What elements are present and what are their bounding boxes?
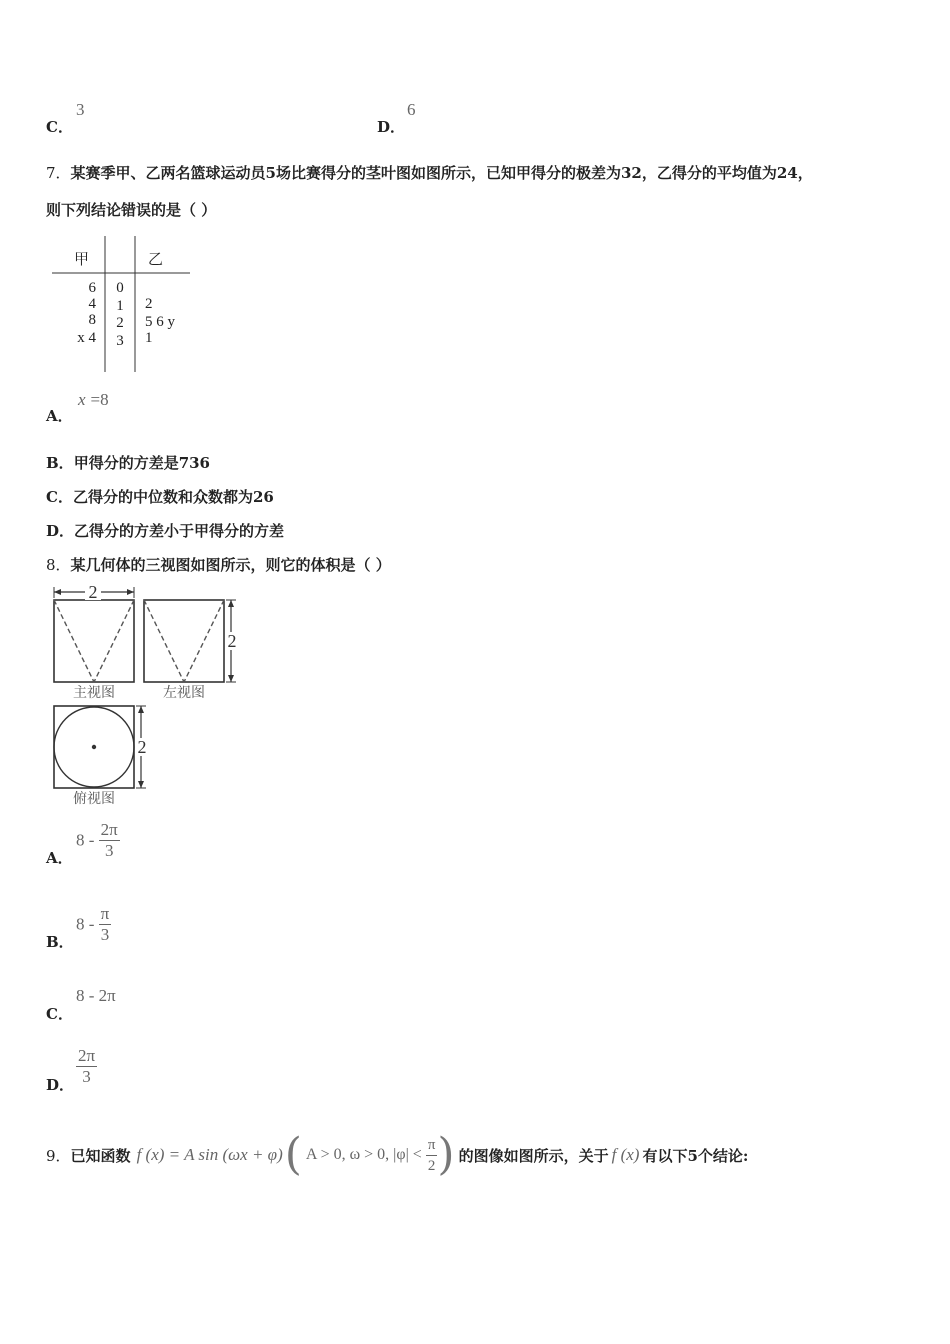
q7-stem-line1 (46, 162, 813, 183)
q9-text-end: 有以下5个结论: (642, 1146, 749, 1165)
q8-option-a-label: A． (46, 849, 73, 867)
side-view-caption: 左视图 (163, 685, 205, 701)
q7-text-line2: 则下列结论错误的是（ ） (46, 201, 217, 219)
q7-number: 7． (46, 164, 71, 182)
q8-option-a-fraction (99, 820, 120, 861)
q8-option-d-fraction (76, 1046, 97, 1087)
q7-option-d-text: 乙得分的方差小于甲得分的方差 (74, 522, 285, 540)
q8-option-d-expr (76, 1046, 97, 1087)
dim-width-label: 2 (88, 584, 98, 602)
q6-option-c-label: C． (46, 118, 73, 136)
q9-condition: A > 0, ω > 0, |φ| < (305, 1146, 422, 1163)
q7-option-a-lhs: x (78, 390, 86, 409)
q7-option-d-label: D． (46, 522, 75, 540)
q9-condition-numerator: π (426, 1135, 438, 1156)
q9-function: f (x) = A sin (ωx + φ) (136, 1145, 283, 1164)
q8-option-d-denominator: 3 (82, 1067, 91, 1086)
q7-option-a-rhs: =8 (90, 390, 109, 409)
stem-leaf-right-row-3: 5 6 y (145, 314, 175, 330)
side-view (144, 600, 240, 701)
q8-option-b-numerator: π (100, 904, 110, 923)
q7-option-c-label: C． (46, 488, 73, 506)
stem-leaf-stem-row-4: 3 (116, 333, 124, 349)
q8-option-d-numerator: 2π (78, 1046, 96, 1065)
q8-stem (46, 554, 391, 575)
front-view-caption: 主视图 (73, 685, 115, 701)
q7-option-a-label: A． (46, 407, 73, 425)
q9-text-after: 的图像如图所示，关于 (458, 1146, 609, 1165)
q7-text-line1: 某赛季甲、乙两名篮球运动员5场比赛得分的茎叶图如图所示，已知甲得分的极差为32，乙得分的平均值为24， (70, 164, 813, 182)
stem-leaf-right-row-4: 1 (145, 330, 153, 346)
q8-option-a-numerator: 2π (100, 820, 118, 839)
q8-option-b-label: B． (46, 933, 74, 951)
q7-option-a-expr (78, 390, 109, 410)
q6-option-c-value: 3 (76, 100, 85, 119)
q8-option-b-fraction (99, 904, 112, 945)
stem-leaf-right-header: 乙 (148, 252, 164, 268)
q9-number: 9． (46, 1146, 71, 1165)
q8-option-b-expr (76, 904, 111, 945)
q8-option-d-label: D． (46, 1076, 75, 1094)
q6-option-d-label: D． (377, 118, 406, 136)
q6-option-d-value: 6 (407, 100, 416, 119)
q9-stem (46, 1130, 748, 1180)
stem-leaf-stem-row-2: 1 (116, 298, 124, 314)
top-view-caption: 俯视图 (73, 791, 115, 807)
stem-leaf-stem-row-3: 2 (116, 315, 124, 331)
q7-option-c (46, 486, 274, 507)
q9-condition-denominator: 2 (427, 1157, 436, 1174)
three-view-figure (42, 584, 252, 808)
q8-option-a-expr (76, 820, 120, 861)
top-view (54, 706, 150, 807)
q9-text-before: 已知函数 (70, 1146, 131, 1165)
q9-condition-fraction (426, 1135, 438, 1176)
q9-left-paren: ( (284, 1129, 302, 1180)
stem-leaf-left-row-1: 6 (88, 280, 96, 296)
stem-leaf-plot (50, 236, 195, 372)
q8-option-b-denominator: 3 (100, 925, 110, 944)
q7-option-d (46, 520, 284, 541)
stem-leaf-left-row-2: 4 (88, 296, 96, 312)
q9-right-paren: ) (437, 1129, 455, 1180)
q8-option-a-denominator: 3 (104, 841, 114, 860)
q8-option-c-expr: 8 - 2π (76, 986, 116, 1005)
dim-height-label: 2 (227, 631, 237, 651)
dim-depth-label: 2 (137, 737, 147, 757)
q8-option-c-label: C． (46, 1005, 73, 1023)
stem-leaf-right-row-2: 2 (145, 296, 153, 312)
q8-text: 某几何体的三视图如图所示，则它的体积是（ ） (70, 556, 391, 574)
q7-option-b (46, 452, 210, 473)
q7-option-b-label: B． (46, 454, 74, 472)
q8-number: 8． (46, 556, 71, 574)
q9-function-ref: f (x) (611, 1145, 640, 1164)
front-view (54, 584, 134, 701)
stem-leaf-stem-row-1: 0 (116, 280, 124, 296)
q7-option-c-text: 乙得分的中位数和众数都为26 (72, 488, 274, 506)
stem-leaf-left-header: 甲 (74, 252, 90, 268)
stem-leaf-left-row-3: 8 (88, 312, 96, 328)
q7-option-b-text: 甲得分的方差是736 (73, 454, 210, 472)
q8-option-a-prefix: 8 - (76, 830, 95, 850)
stem-leaf-left-row-4: x 4 (77, 330, 96, 346)
q8-option-b-prefix: 8 - (76, 914, 95, 934)
